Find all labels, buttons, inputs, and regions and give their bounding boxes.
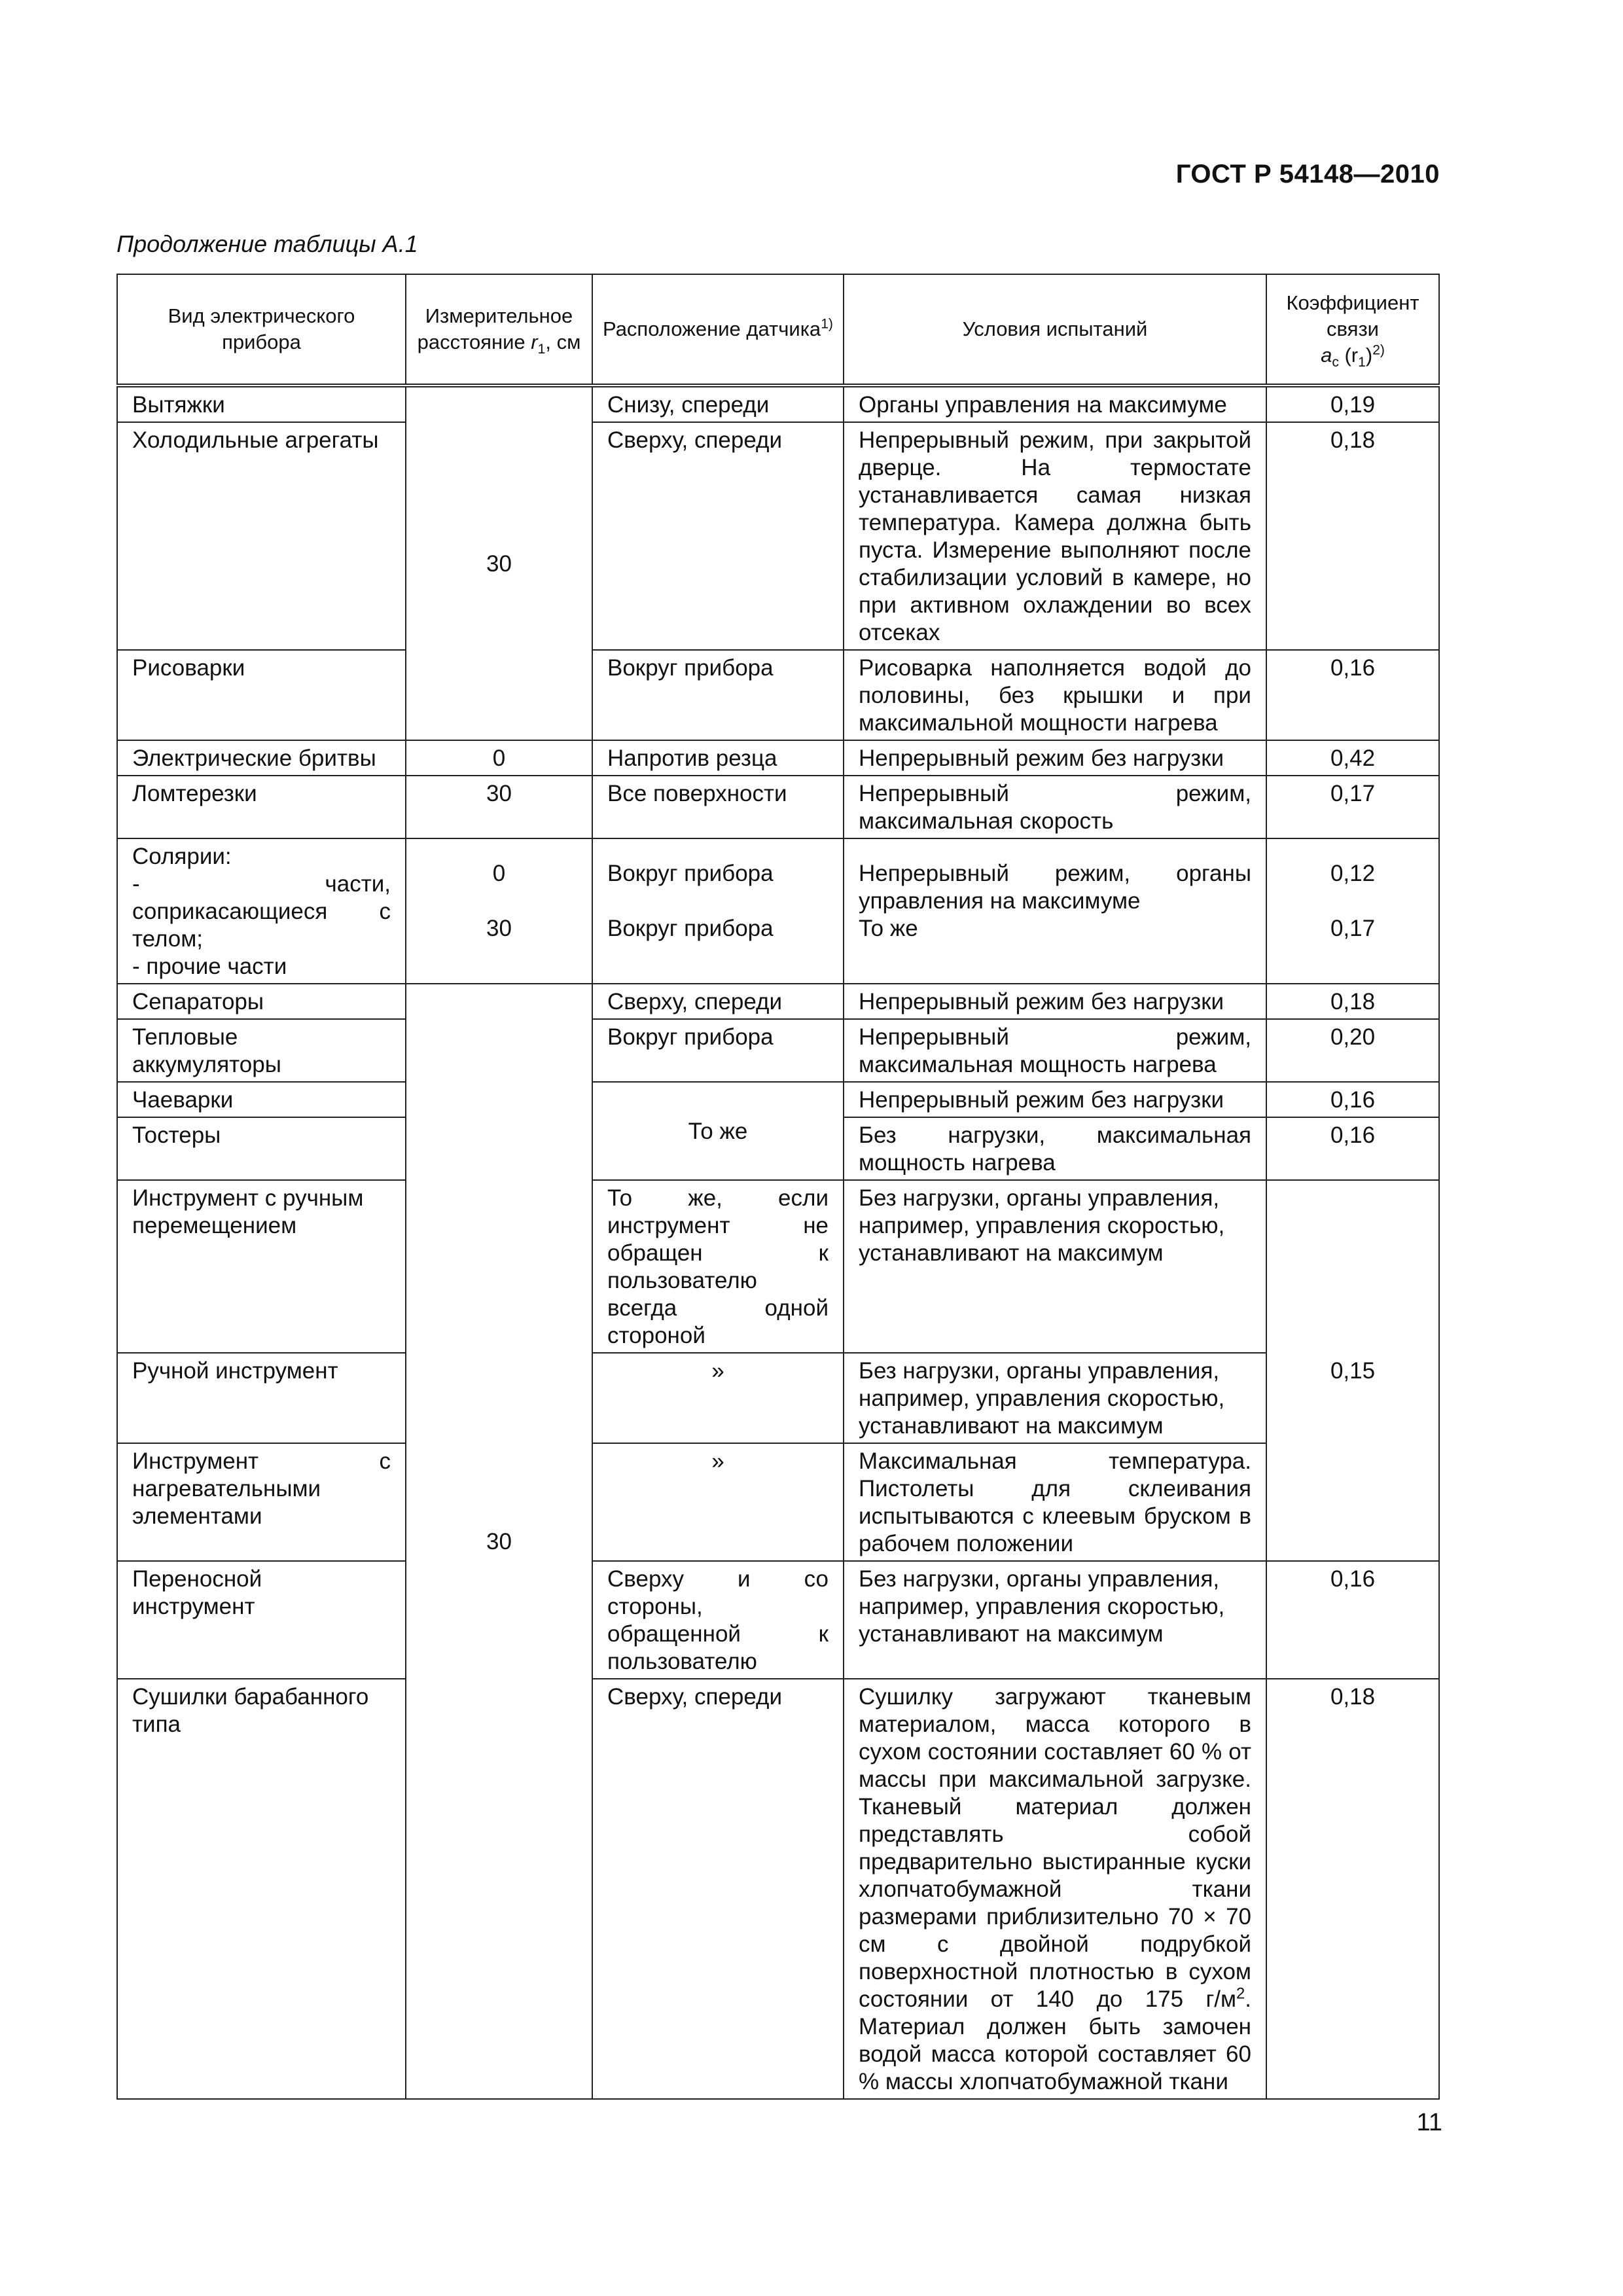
device-cell: Переносной инструмент	[117, 1561, 406, 1679]
table-caption: Продолжение таблицы А.1	[116, 230, 418, 257]
coefficient-cell: 0,15	[1266, 1180, 1439, 1561]
sensor-cell: Сверху, спереди	[592, 1679, 844, 2099]
specification-table	[116, 274, 1440, 2100]
header-device: Вид электрического прибора	[117, 274, 406, 386]
device-cell: Сушилки барабанного типа	[117, 1679, 406, 2099]
sensor-cell: »	[592, 1353, 844, 1443]
coefficient-cell	[1266, 838, 1439, 984]
table-row	[117, 984, 1439, 1019]
coefficient-value: 0,17	[1330, 916, 1376, 941]
conditions-value: То же	[859, 916, 918, 941]
header-distance: Измерительное расстояние $r_1$, см	[406, 274, 592, 386]
device-cell: Инструмент с ручным перемещением	[117, 1180, 406, 1353]
sensor-cell: То же, если инструмент не обращен к пользователю всегда одной стороной	[592, 1180, 844, 1353]
conditions-cell: Без нагрузки, максимальная мощность нагрева	[844, 1117, 1266, 1180]
table-row	[117, 1561, 1439, 1679]
distance-cell: 30	[406, 984, 592, 2099]
table-row	[117, 1019, 1439, 1082]
sensor-cell: Сверху и со стороны, обращенной к пользователю	[592, 1561, 844, 1679]
conditions-cell: Непрерывный режим, максимальная мощность нагрева	[844, 1019, 1266, 1082]
conditions-cell: Непрерывный режим, при закрытой дверце. На термостате устанавливается самая низкая температура. Камера должна быть пуста. Измерение выполняют после стабилизации условий в камере, но при активном охлаждении во всех отсеках	[844, 422, 1266, 650]
device-cell: Ручной инструмент	[117, 1353, 406, 1443]
table-row	[117, 838, 1439, 984]
table-row	[117, 740, 1439, 776]
conditions-value: Непрерывный режим, органы управления на максимуме	[859, 861, 1251, 914]
table-row	[117, 1679, 1439, 2099]
sensor-cell: »	[592, 1443, 844, 1561]
device-cell: Тепловые аккумуляторы	[117, 1019, 406, 1082]
table-row	[117, 776, 1439, 838]
device-cell: Тостеры	[117, 1117, 406, 1180]
coefficient-cell: 0,16	[1266, 650, 1439, 740]
conditions-cell	[844, 838, 1266, 984]
device-cell: Холодильные агрегаты	[117, 422, 406, 650]
sensor-cell: Вокруг прибора	[592, 1019, 844, 1082]
sensor-cell: Сверху, спереди	[592, 422, 844, 650]
coefficient-cell: 0,18	[1266, 1679, 1439, 2099]
conditions-cell: Непрерывный режим, максимальная скорость	[844, 776, 1266, 838]
coefficient-cell: 0,18	[1266, 422, 1439, 650]
distance-value: 30	[486, 916, 512, 941]
device-cell: Электрические бритвы	[117, 740, 406, 776]
distance-cell: 30	[406, 386, 592, 740]
coefficient-value: 0,12	[1330, 861, 1376, 886]
distance-cell: 30	[406, 776, 592, 838]
header-conditions: Условия испытаний	[844, 274, 1266, 386]
conditions-cell: Максимальная температура. Пистолеты для склеивания испытываются с клеевым бруском в рабочем положении	[844, 1443, 1266, 1561]
device-cell: Инструмент с нагревательными элементами	[117, 1443, 406, 1561]
coefficient-cell: 0,17	[1266, 776, 1439, 838]
coefficient-cell: 0,18	[1266, 984, 1439, 1019]
sensor-cell: То же	[592, 1082, 844, 1180]
sensor-value: Вокруг прибора	[607, 916, 774, 941]
sensor-cell: Все поверхности	[592, 776, 844, 838]
distance-value: 0	[492, 861, 506, 886]
table-header-row	[117, 274, 1439, 386]
conditions-cell: Непрерывный режим без нагрузки	[844, 984, 1266, 1019]
conditions-cell: Без нагрузки, органы управления, например, управления скоростью, устанавливают на максимум	[844, 1180, 1266, 1353]
page-number: 11	[1416, 2109, 1442, 2136]
header-sensor: Расположение датчика$^{1)}$	[592, 274, 844, 386]
device-subitem: - прочие части	[132, 954, 287, 979]
device-cell: Вытяжки	[117, 386, 406, 422]
coefficient-cell: 0,16	[1266, 1117, 1439, 1180]
table-row	[117, 650, 1439, 740]
coefficient-cell: 0,42	[1266, 740, 1439, 776]
table-row	[117, 1353, 1439, 1443]
table-row	[117, 386, 1439, 422]
conditions-cell: Без нагрузки, органы управления, например, управления скоростью, устанавливают на максимум	[844, 1353, 1266, 1443]
sensor-cell: Напротив резца	[592, 740, 844, 776]
conditions-cell: Сушилку загружают тканевым материалом, масса которого в сухом состоянии составляет 60 % от массы при максимальной загрузке. Тканевый материал должен представлять собой предварительно выстиранные куски хлопчатобумажной ткани размерами приблизительно 70 × 70 см с двойной подрубкой поверхностной плотностью в сухом состоянии от 140 до 175 $г/м^2$. Материал должен быть замочен водой масса которой составляет 60 % массы хлопчатобумажной ткани	[844, 1679, 1266, 2099]
device-cell	[117, 838, 406, 984]
distance-cell	[406, 838, 592, 984]
sensor-cell	[592, 838, 844, 984]
distance-cell: 0	[406, 740, 592, 776]
sensor-cell: Сверху, спереди	[592, 984, 844, 1019]
document-code: ГОСТ Р 54148—2010	[1175, 160, 1440, 188]
conditions-cell: Органы управления на максимуме	[844, 386, 1266, 422]
coefficient-cell: 0,16	[1266, 1561, 1439, 1679]
device-cell: Рисоварки	[117, 650, 406, 740]
device-cell: Ломтерезки	[117, 776, 406, 838]
sensor-cell: Снизу, спереди	[592, 386, 844, 422]
table-row	[117, 1443, 1439, 1561]
coefficient-cell: 0,16	[1266, 1082, 1439, 1117]
conditions-cell: Без нагрузки, органы управления, например, управления скоростью, устанавливают на максимум	[844, 1561, 1266, 1679]
conditions-cell: Непрерывный режим без нагрузки	[844, 1082, 1266, 1117]
header-coefficient: Коэффициент связи $a_c$ $(r_1)^{2)}$	[1266, 274, 1439, 386]
table-row	[117, 422, 1439, 650]
sensor-value: Вокруг прибора	[607, 861, 774, 886]
device-group-title: Солярии:	[132, 844, 232, 869]
coefficient-cell: 0,19	[1266, 386, 1439, 422]
device-cell: Сепараторы	[117, 984, 406, 1019]
device-cell: Чаеварки	[117, 1082, 406, 1117]
coefficient-cell: 0,20	[1266, 1019, 1439, 1082]
sensor-cell: Вокруг прибора	[592, 650, 844, 740]
device-subitem: - части, соприкасающиеся с телом;	[132, 871, 391, 952]
table-row	[117, 1082, 1439, 1117]
conditions-cell: Непрерывный режим без нагрузки	[844, 740, 1266, 776]
conditions-cell: Рисоварка наполняется водой до половины, без крышки и при максимальной мощности нагрева	[844, 650, 1266, 740]
table-row	[117, 1180, 1439, 1353]
